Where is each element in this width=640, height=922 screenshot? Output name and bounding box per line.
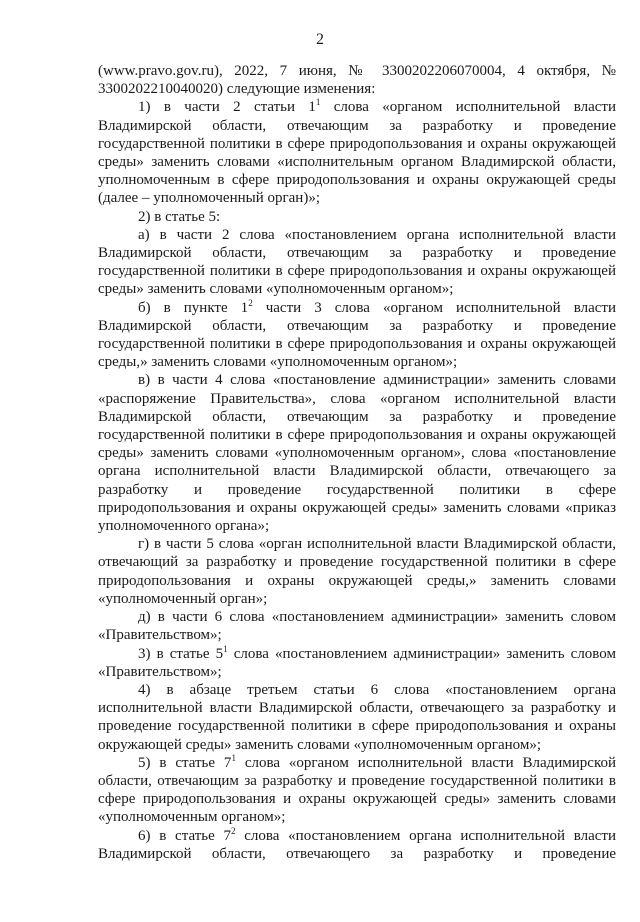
paragraph (98, 535, 616, 608)
paragraph-text: а) в части 2 слова «постановлением органа исполнительной власти Владимирской области, отвечающим за разработку и проведение государственной политики в сфере природопользования и охраны окружающей среды» заменить словами «уполномоченным органом»; (98, 226, 616, 298)
paragraph-text: части 3 слова «органом исполнительной власти Владимирской области, отвечающим за разработку и проведение государственной политики в сфере природопользования и охраны окружающей среды,» заменить словами «уполномоченным органом»; (98, 299, 616, 371)
superscript-index: 1 (315, 97, 321, 108)
paragraph (98, 371, 616, 535)
superscript-index: 2 (231, 825, 236, 836)
paragraph (98, 98, 616, 207)
paragraph-text: г) в части 5 слова «орган исполнительной власти Владимирской области, отвечающий за разработку и проведение государственной политики в сфере природопользования и охраны окружающей среды,» заменить словами «уполномоченный орган»; (98, 536, 616, 607)
paragraph-text: слова «постановлением органа исполнительной власти Владимирской области, отвечающего за разработку и проведение (98, 827, 617, 862)
superscript-index: 1 (231, 752, 236, 763)
paragraph-text: 2) в статье 5: (138, 208, 221, 225)
page-number: 2 (316, 31, 324, 48)
paragraph-text: 1) в части 2 статьи 1 (138, 99, 316, 116)
paragraph-text: 5) в статье 7 (138, 754, 232, 771)
paragraph-text: б) в пункте 1 (138, 299, 249, 316)
paragraph (98, 645, 616, 681)
paragraph-text: слова «органом исполнительной власти Владимирской области, отвечающим за разработку и проведение государственной политики в сфере природопользования и охраны окружающей среды» заменить словами «уполномоченным органом»; (98, 754, 617, 826)
paragraph (98, 62, 616, 98)
paragraph-text: д) в части 6 слова «постановлением администрации» заменить словом «Правительством»; (98, 609, 616, 644)
superscript-index: 1 (223, 643, 228, 654)
paragraph-text: 6) в статье 7 (138, 827, 232, 844)
paragraph (98, 226, 616, 299)
paragraph (98, 608, 616, 644)
paragraph-text: слова «органом исполнительной власти Владимирской области, отвечающим за разработку и проведение государственной политики в сфере природопользования и охраны окружающей среды» заменить словами «исполнительным органом Владимирской области, уполномоченным в сфере природопользования и охраны окружающей среды (далее – уполномоченный орган)»; (98, 99, 616, 207)
document-body (98, 62, 616, 863)
superscript-index: 2 (248, 297, 253, 308)
paragraph-text: 3) в статье 5 (138, 645, 224, 662)
paragraph-text: 4) в абзаце третьем статьи 6 слова «постановлением органа исполнительной власти Владимирской области, отвечающего за разработку и проведение государственной политики в сфере природопользования и охраны окружающей среды» заменить словами «уполномоченным органом»; (98, 681, 616, 753)
paragraph-text: слова «постановлением администрации» заменить словом «Правительством»; (98, 645, 616, 680)
paragraph-text: (www.pravo.gov.ru), 2022, 7 июня, № 3300202206070004, 4 октября, № 3300202210040020) следующие изменения: (98, 63, 616, 98)
paragraph (98, 299, 616, 372)
paragraph (98, 827, 616, 863)
paragraph (98, 208, 616, 226)
paragraph (98, 681, 616, 754)
paragraph (98, 754, 616, 827)
paragraph-text: в) в части 4 слова «постановление администрации» заменить словами «распоряжение Правительства», слова «органом исполнительной власти Владимирской области, отвечающим за разработку и проведение государственной политики в сфере природопользования и охраны окружающей среды» заменить словами «уполномоченным органом», слова «постановление органа исполнительной власти Владимирской области, отвечающего за разработку и проведение государственной политики в сфере природопользования и охраны окружающей среды» заменить словами «приказ уполномоченного органа»; (98, 372, 616, 535)
